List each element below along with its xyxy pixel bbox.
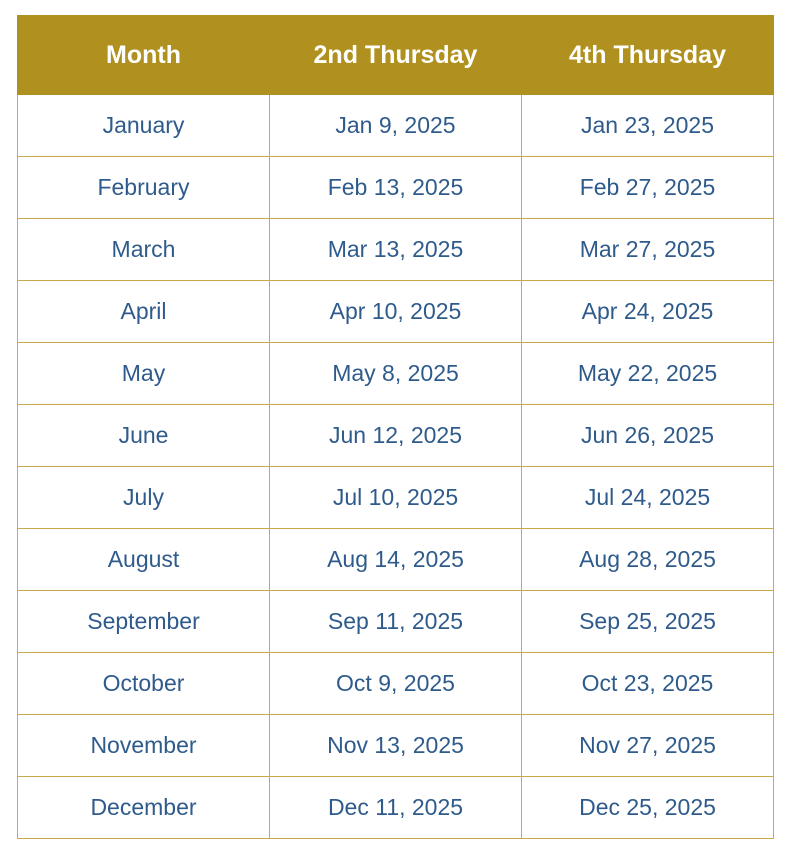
second-thursday-cell: Dec 11, 2025	[270, 777, 522, 839]
second-thursday-cell: Apr 10, 2025	[270, 281, 522, 343]
fourth-thursday-cell: May 22, 2025	[522, 343, 774, 405]
month-cell: October	[18, 653, 270, 715]
fourth-thursday-cell: Oct 23, 2025	[522, 653, 774, 715]
second-thursday-cell: Jul 10, 2025	[270, 467, 522, 529]
table-row	[18, 529, 774, 591]
table-row	[18, 405, 774, 467]
month-cell: September	[18, 591, 270, 653]
table-row	[18, 467, 774, 529]
fourth-thursday-cell: Aug 28, 2025	[522, 529, 774, 591]
second-thursday-cell: Nov 13, 2025	[270, 715, 522, 777]
second-thursday-cell: Jun 12, 2025	[270, 405, 522, 467]
table-row	[18, 219, 774, 281]
month-cell: November	[18, 715, 270, 777]
fourth-thursday-cell: Jan 23, 2025	[522, 95, 774, 157]
table-header-row	[18, 16, 774, 95]
table-row	[18, 591, 774, 653]
month-cell: August	[18, 529, 270, 591]
second-thursday-cell: May 8, 2025	[270, 343, 522, 405]
fourth-thursday-cell: Jul 24, 2025	[522, 467, 774, 529]
second-thursday-cell: Oct 9, 2025	[270, 653, 522, 715]
fourth-thursday-cell: Nov 27, 2025	[522, 715, 774, 777]
second-thursday-cell: Feb 13, 2025	[270, 157, 522, 219]
table-row	[18, 777, 774, 839]
table-row	[18, 157, 774, 219]
schedule-table-container	[17, 15, 774, 839]
table-row	[18, 653, 774, 715]
table-row	[18, 95, 774, 157]
month-cell: March	[18, 219, 270, 281]
fourth-thursday-cell: Dec 25, 2025	[522, 777, 774, 839]
table-row	[18, 281, 774, 343]
table-row	[18, 715, 774, 777]
fourth-thursday-cell: Apr 24, 2025	[522, 281, 774, 343]
header-month: Month	[18, 16, 270, 95]
fourth-thursday-cell: Feb 27, 2025	[522, 157, 774, 219]
table-row	[18, 343, 774, 405]
table-body	[18, 95, 774, 839]
month-cell: April	[18, 281, 270, 343]
month-cell: June	[18, 405, 270, 467]
second-thursday-cell: Jan 9, 2025	[270, 95, 522, 157]
month-cell: July	[18, 467, 270, 529]
second-thursday-cell: Mar 13, 2025	[270, 219, 522, 281]
month-cell: May	[18, 343, 270, 405]
thursday-schedule-table	[17, 15, 774, 839]
month-cell: December	[18, 777, 270, 839]
fourth-thursday-cell: Jun 26, 2025	[522, 405, 774, 467]
header-2nd-thursday: 2nd Thursday	[270, 16, 522, 95]
second-thursday-cell: Sep 11, 2025	[270, 591, 522, 653]
month-cell: February	[18, 157, 270, 219]
header-4th-thursday: 4th Thursday	[522, 16, 774, 95]
month-cell: January	[18, 95, 270, 157]
fourth-thursday-cell: Mar 27, 2025	[522, 219, 774, 281]
fourth-thursday-cell: Sep 25, 2025	[522, 591, 774, 653]
second-thursday-cell: Aug 14, 2025	[270, 529, 522, 591]
